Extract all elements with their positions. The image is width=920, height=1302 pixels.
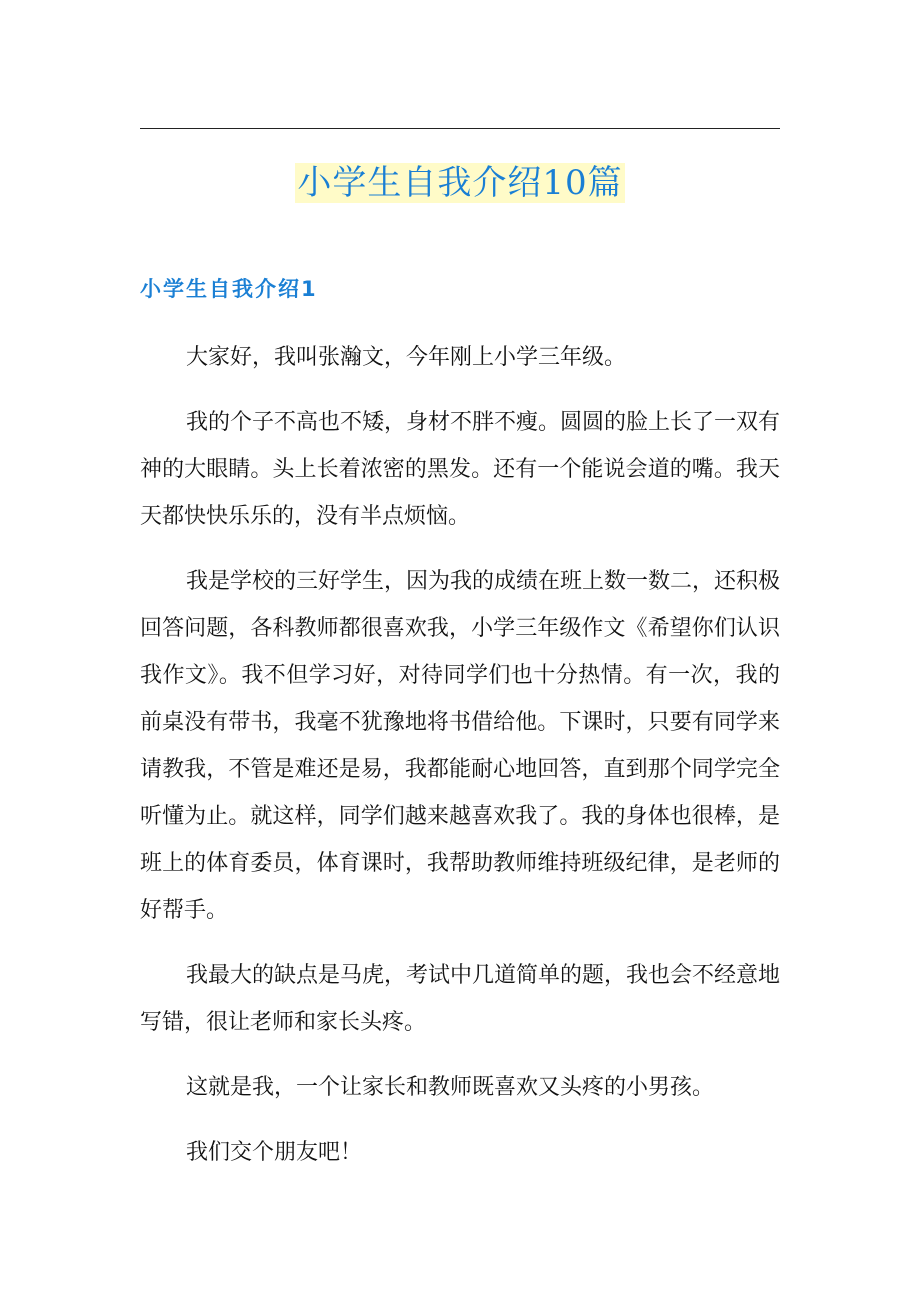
paragraph: 这就是我，一个让家长和教师既喜欢又头疼的小男孩。 [186,1075,715,1100]
section-heading: 小学生自我介绍1 [140,277,318,301]
top-divider [140,128,780,129]
document-title-text: 小学生自我介绍10篇 [297,163,623,203]
document-title [0,158,920,208]
paragraph: 我的个子不高也不矮，身材不胖不瘦。圆圆的脸上长了一双有神的大眼睛。头上长着浓密的黑发。还有一个能说会道的嘴。我天天都快快乐乐的，没有半点烦恼。 [140,410,781,529]
paragraph: 大家好，我叫张瀚文，今年刚上小学三年级。 [186,345,627,370]
paragraph: 我们交个朋友吧！ [186,1140,363,1165]
paragraph: 我是学校的三好学生，因为我的成绩在班上数一数二，还积极回答问题，各科教师都很喜欢我，小学三年级作文《希望你们认识我作文》。我不但学习好，对待同学们也十分热情。有一次，我的前桌没有带书，我毫不犹豫地将书借给他。下课时，只要有同学来请教我，不管是难还是易，我都能耐心地回答，直到那个同学完全听懂为止。就这样，同学们越来越喜欢我了。我的身体也很棒，是班上的体育委员，体育课时，我帮助教师维持班级纪律，是老师的好帮手。 [140,569,781,923]
paragraph: 我最大的缺点是马虎，考试中几道简单的题，我也会不经意地写错，很让老师和家长头疼。 [140,963,781,1035]
document-body [140,334,780,1194]
